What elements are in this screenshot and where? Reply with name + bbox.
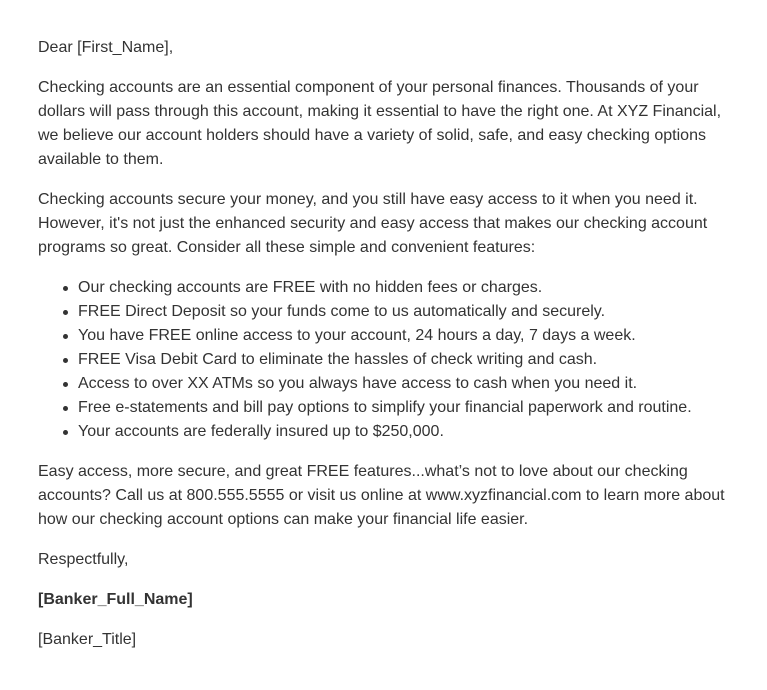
- intro-paragraph: Checking accounts are an essential component of your personal finances. Thousands of your dollars will pass through this account, making it essential to have the right one. At XYZ Financial, we believe our account holders should have a variety of solid, safe, and easy checking options available to them.: [38, 79, 722, 168]
- list-item: Your accounts are federally insured up to $250,000.: [78, 420, 738, 444]
- features-intro-paragraph: Checking accounts secure your money, and you still have easy access to it when you need it. However, it's not just the enhanced security and easy access that makes our checking account programs so great. Consider all these simple and convenient features:: [38, 191, 708, 256]
- features-list: [38, 276, 738, 444]
- list-item: FREE Visa Debit Card to eliminate the hassles of check writing and cash.: [78, 348, 738, 372]
- list-item: Free e-statements and bill pay options to simplify your financial paperwork and routine.: [78, 396, 738, 420]
- list-item: Our checking accounts are FREE with no hidden fees or charges.: [78, 276, 738, 300]
- signoff: Respectfully,: [38, 551, 129, 568]
- greeting: Dear [First_Name],: [38, 39, 174, 56]
- list-item: You have FREE online access to your account, 24 hours a day, 7 days a week.: [78, 324, 738, 348]
- list-item: FREE Direct Deposit so your funds come to us automatically and securely.: [78, 300, 738, 324]
- list-item: Access to over XX ATMs so you always have access to cash when you need it.: [78, 372, 738, 396]
- banker-name: [Banker_Full_Name]: [38, 591, 193, 608]
- closing-paragraph: Easy access, more secure, and great FREE features...what’s not to love about our checking accounts? Call us at 800.555.5555 or visit us online at www.xyzfinancial.com to learn more about how our checking account options can make your financial life easier.: [38, 463, 725, 528]
- banker-title: [Banker_Title]: [38, 631, 137, 648]
